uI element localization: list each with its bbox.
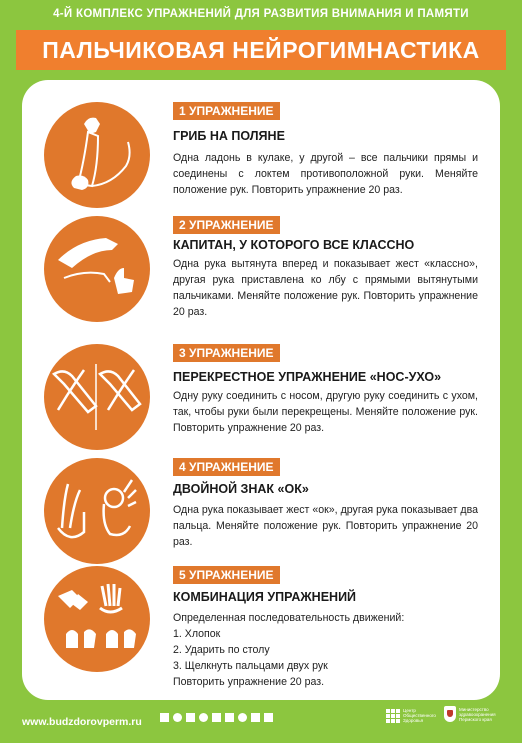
coat-of-arms-icon bbox=[444, 706, 456, 722]
exercise-title: КАПИТАН, У КОТОРОГО ВСЕ КЛАССНО bbox=[173, 238, 415, 252]
exercise-description: Одну руку соединить с носом, другую руку соединить с ухом, так, чтобы руки были перекрещены. Меняйте положение рук. Повторить упражнение 20 раз. bbox=[173, 390, 478, 434]
description-line: 3. Щелкнуть пальцами двух рук bbox=[173, 660, 328, 672]
page-title: ПАЛЬЧИКОВАЯ НЕЙРОГИМНАСТИКА bbox=[42, 36, 480, 63]
logo-text: Министерство здравоохранения Пермского края bbox=[459, 706, 496, 722]
website-link[interactable]: www.budzdorovperm.ru bbox=[22, 716, 142, 728]
nose-ear-gesture-illustration bbox=[44, 344, 150, 450]
exercise-badge: 4 УПРАЖНЕНИЕ bbox=[173, 458, 280, 476]
logo-text: Центр Общественного Здоровья bbox=[403, 708, 436, 723]
mushroom-gesture-illustration bbox=[44, 102, 150, 208]
combination-gesture-illustration bbox=[44, 566, 150, 672]
description-line: Определенная последовательность движений: bbox=[173, 612, 405, 624]
exercises-card bbox=[22, 80, 500, 700]
exercise-description: Одна ладонь в кулаке, у другой – все пальчики прямы и соединены с локтем противоположной руки. Меняйте положение рук. Повторить упражнение 20 раз. bbox=[173, 152, 478, 196]
exercise-title: ДВОЙНОЙ ЗНАК «ОК» bbox=[173, 482, 309, 496]
title-banner bbox=[16, 30, 506, 70]
description-line: Повторить упражнение 20 раз. bbox=[173, 676, 325, 688]
public-health-center-logo bbox=[386, 708, 437, 723]
captain-gesture-illustration bbox=[44, 216, 150, 322]
exercise-description: Одна рука вытянута вперед и показывает жест «классно», другая рука приставлена ко лбу с прямыми вытянутыми пальчиками. Меняйте положение рук. Повторить упражнение 20 раз. bbox=[173, 258, 478, 318]
exercise-description: Одна рука показывает жест «ок», другая рука показывает два пальца. Меняйте положение рук. Повторить упражнение 20 раз. bbox=[173, 504, 478, 548]
exercise-badge: 2 УПРАЖНЕНИЕ bbox=[173, 216, 280, 234]
page-subtitle: 4-Й КОМПЛЕКС УПРАЖНЕНИЙ ДЛЯ РАЗВИТИЯ ВНИМАНИЯ И ПАМЯТИ bbox=[53, 8, 469, 20]
ministry-logo bbox=[444, 706, 499, 722]
exercise-title: КОМБИНАЦИЯ УПРАЖНЕНИЙ bbox=[173, 590, 357, 604]
exercise-badge: 1 УПРАЖНЕНИЕ bbox=[173, 102, 280, 120]
double-ok-gesture-illustration bbox=[44, 458, 150, 564]
decorative-dots bbox=[160, 713, 273, 722]
exercise-badge: 5 УПРАЖНЕНИЕ bbox=[173, 566, 280, 584]
description-line: 1. Хлопок bbox=[173, 628, 221, 640]
exercise-title: ПЕРЕКРЕСТНОЕ УПРАЖНЕНИЕ «НОС-УХО» bbox=[173, 370, 442, 384]
exercise-title: ГРИБ НА ПОЛЯНЕ bbox=[173, 129, 285, 143]
exercise-description bbox=[173, 610, 478, 690]
exercise-badge: 3 УПРАЖНЕНИЕ bbox=[173, 344, 280, 362]
description-line: 2. Ударить по столу bbox=[173, 644, 270, 656]
